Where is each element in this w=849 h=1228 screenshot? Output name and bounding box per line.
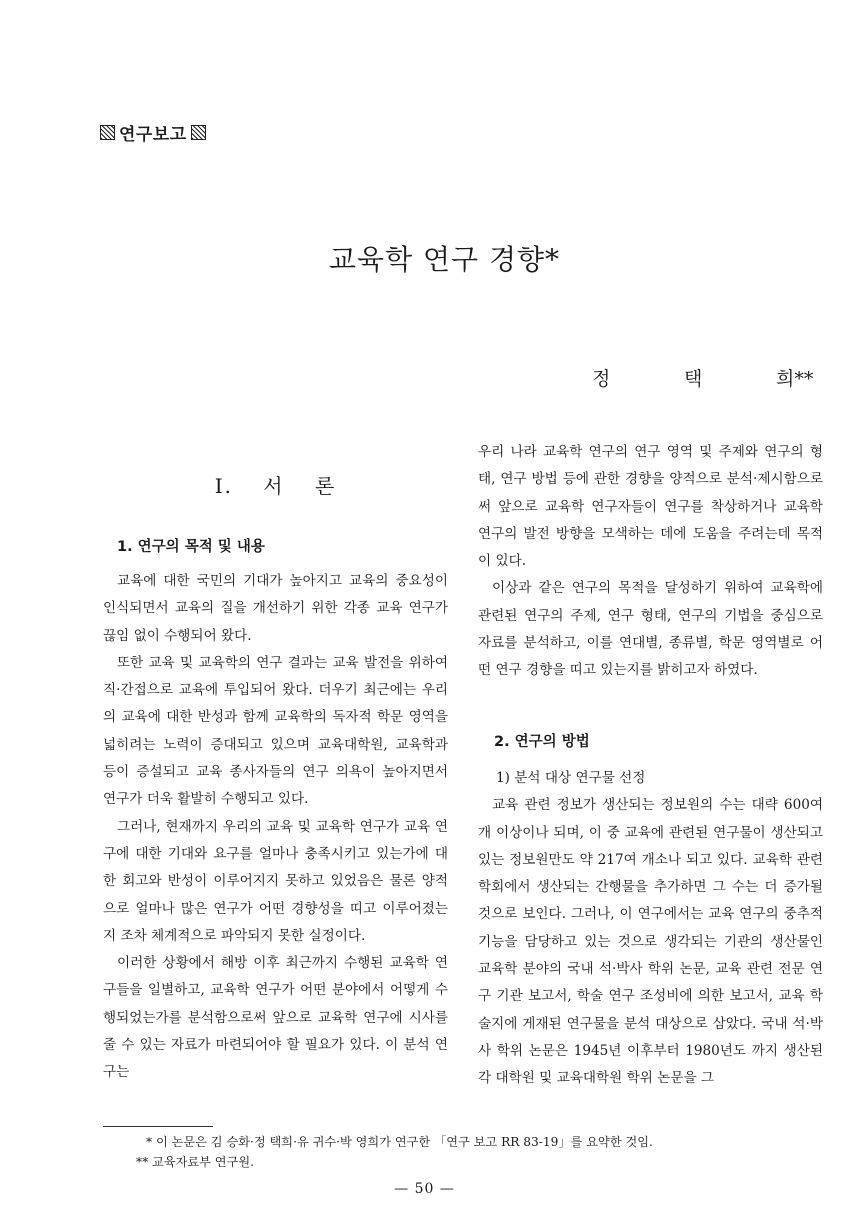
body-paragraph: 또한 교육 및 교육학의 연구 결과는 교육 발전을 위하여 직·간접으로 교육에 투입되어 왔다. 더우기 최근에는 우리의 교육에 대한 반성과 함께 교육학의 독자적 학문 영역을 넓히려는 노력이 증대되고 있으며 교육대학원, 교육학과 등이 증설되고 교육 종사자들의 연구 의욕이 높아지면서 연구가 더욱 활발히 수행되고 있다. [103,654,448,808]
right-column-lower [478,765,823,1093]
hatched-square-icon [100,125,115,140]
section-subheading: 2. 연구의 방법 [494,734,590,750]
author-name [592,364,813,391]
chapter-heading: Ⅰ. 서 론 [214,474,337,498]
body-paragraph: 우리 나라 교육학 연구의 연구 영역 및 주제와 연구의 형태, 연구 방법 등에 관한 경향을 양적으로 분석·제시함으로써 앞으로 교육학 연구자들이 연구를 착상하거나 교육학 연구의 발전 방향을 모색하는 데에 도움을 주려는데 목적이 있다. [478,444,823,570]
body-paragraph: 이상과 같은 연구의 목적을 달성하기 위하여 교육학에 관련된 연구의 주제, 연구 형태, 연구의 기법을 중심으로 자료를 분석하고, 이를 연대별, 종류별, 학문 영역별로 어떤 연구 경향을 띠고 있는지를 밝히고자 하였다. [478,580,823,679]
footnote: * 이 논문은 김 승화·정 택희·유 귀수·박 영희가 연구한 「연구 보고 RR 83-19」를 요약한 것임. [146,1135,653,1149]
hatched-square-icon [191,125,206,140]
section-tag [100,120,206,145]
subsection-heading: 1) 분석 대상 연구물 선정 [496,770,646,786]
left-column [103,568,448,1087]
section-subheading: 1. 연구의 목적 및 내용 [117,539,265,555]
footnote-divider [103,1126,213,1127]
body-paragraph: 교육 관련 정보가 생산되는 정보원의 수는 대략 600여 개 이상이나 되며, 이 중 교육에 관련된 연구물이 생산되고 있는 정보원만도 약 217여 개소나 되고 있다. 교육학 관련 학회에서 생산되는 간행물을 추가하면 그 수는 더 증가될 것으로 보인다. 그러나, 이 연구에서는 교육 연구의 중추적 기능을 담당하고 있는 것으로 생각되는 기관의 생산물인 교육학 분야의 국내 석·박사 학위 논문, 교육 관련 전문 연구 기관 보고서, 학술 연구 조성비에 의한 보고서, 교육 학술지에 게재된 연구물을 분석 대상으로 삼았다. 국내 석·박사 학위 논문은 1945년 이후부터 1980년도 까지 생산된 각 대학원 및 교육대학원 학위 논문을 그 [478,797,823,1087]
footnote: ** 교육자료부 연구원. [136,1155,254,1169]
body-paragraph: 그러나, 현재까지 우리의 교육 및 교육학 연구가 교육 연구에 대한 기대와 요구를 얼마나 충족시키고 있는가에 대한 회고와 반성이 이루어지지 못하고 있었음은 물론 양적으로 얼마나 많은 연구가 어떤 경향성을 띠고 이루어졌는지 조차 체계적으로 파악되지 못한 실정이다. [103,818,448,944]
page-number: — 50 — [394,1181,455,1197]
article-title: 교육학 연구 경향* [328,243,561,276]
section-tag-label: 연구보고 [119,125,187,145]
body-paragraph: 이러한 상황에서 해방 이후 최근까지 수행된 교육학 연구들을 일별하고, 교육학 연구가 어떤 분야에서 어떻게 수행되었는가를 분석함으로써 앞으로 교육학 연구에 시사를 줄 수 있는 자료가 마련되어야 할 필요가 있다. 이 분석 연구는 [103,955,448,1081]
author-char: 정 [592,368,611,390]
author-char: 희** [776,368,814,390]
author-char: 택 [684,368,703,390]
body-paragraph: 교육에 대한 국민의 기대가 높아지고 교육의 중요성이 인식되면서 교육의 질을 개선하기 위한 각종 교육 연구가 끊임 없이 수행되어 왔다. [103,573,448,644]
right-column [478,439,823,685]
